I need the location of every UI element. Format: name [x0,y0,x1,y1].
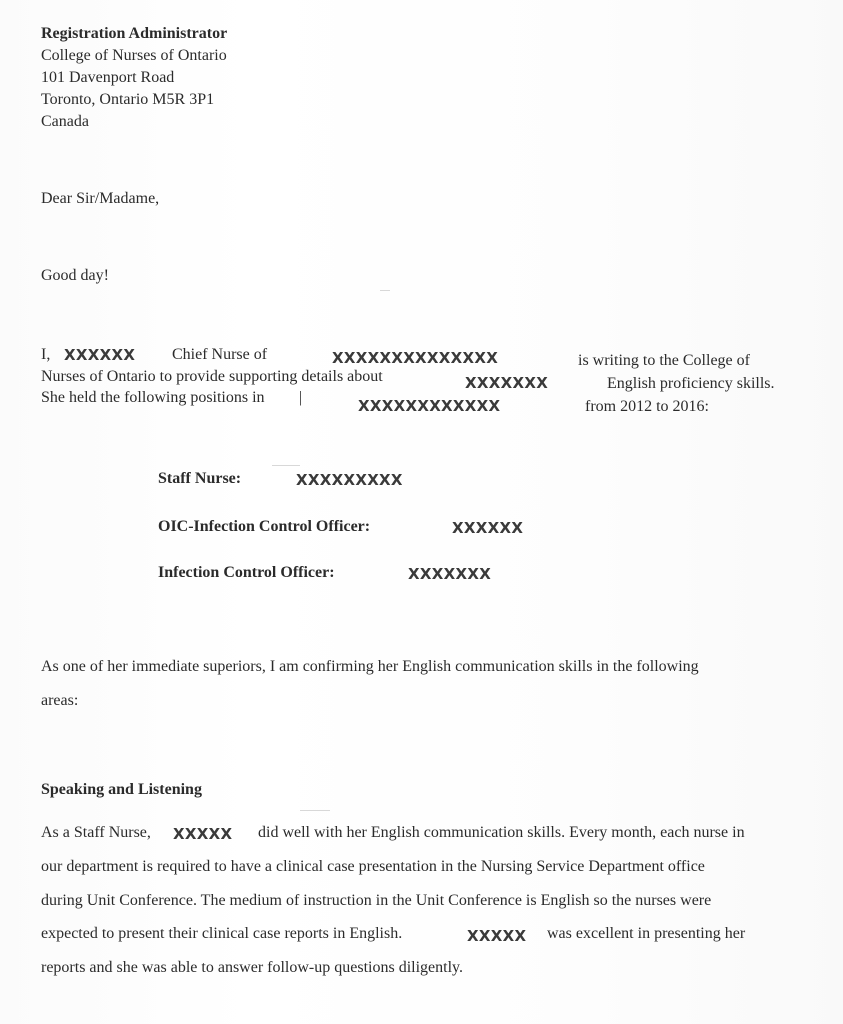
recipient-title: Registration Administrator [41,25,228,42]
intro-text: English proficiency skills. [607,375,775,392]
intro-text: She held the following positions in [41,389,265,406]
greeting: Good day! [41,267,109,284]
redacted-name: XXXXX [467,927,527,945]
paragraph-text: our department is required to have a clinical case presentation in the Nursing Service Department office [41,858,705,875]
paragraph-text: during Unit Conference. The medium of instruction in the Unit Conference is English so the nurses were [41,892,712,909]
confirmation-line: As one of her immediate superiors, I am confirming her English communication skills in the following [41,658,699,675]
position-label: OIC-Infection Control Officer: [158,518,371,535]
position-label: Infection Control Officer: [158,564,335,581]
paragraph-text: As a Staff Nurse, [41,824,151,841]
salutation: Dear Sir/Madame, [41,190,160,207]
redacted-institution: XXXXXXXXXXXX [358,397,501,415]
intro-text: I, [41,346,51,363]
recipient-city: Toronto, Ontario M5R 3P1 [41,91,215,108]
recipient-country: Canada [41,113,89,130]
scan-artifact [380,290,390,291]
intro-text: Chief Nurse of [172,346,268,363]
scan-artifact [300,810,330,811]
redacted-hospital: XXXXXXXXXXXXXX [332,349,499,367]
paragraph-text: reports and she was able to answer follow-up questions diligently. [41,959,463,976]
intro-text: is writing to the College of [578,352,750,369]
intro-text: Nurses of Ontario to provide supporting details about [41,368,383,385]
paragraph-text: expected to present their clinical case reports in English. [41,925,403,942]
section-heading: Speaking and Listening [41,781,202,798]
position-label: Staff Nurse: [158,470,242,487]
position-value: XXXXXX [452,519,524,537]
position-value: XXXXXXX [408,565,492,583]
recipient-organization: College of Nurses of Ontario [41,47,227,64]
redacted-name: XXXXXX [64,346,136,364]
paragraph-text: did well with her English communication skills. Every month, each nurse in [258,824,745,841]
paragraph-text: was excellent in presenting her [547,925,746,942]
redacted-nurse: XXXXXXX [465,374,549,392]
margin-mark: | [299,389,303,406]
redacted-name: XXXXX [173,825,233,843]
confirmation-line: areas: [41,692,79,709]
scan-artifact [272,465,300,466]
position-value: XXXXXXXXX [296,471,403,489]
recipient-street: 101 Davenport Road [41,69,175,86]
intro-text: from 2012 to 2016: [585,398,709,415]
